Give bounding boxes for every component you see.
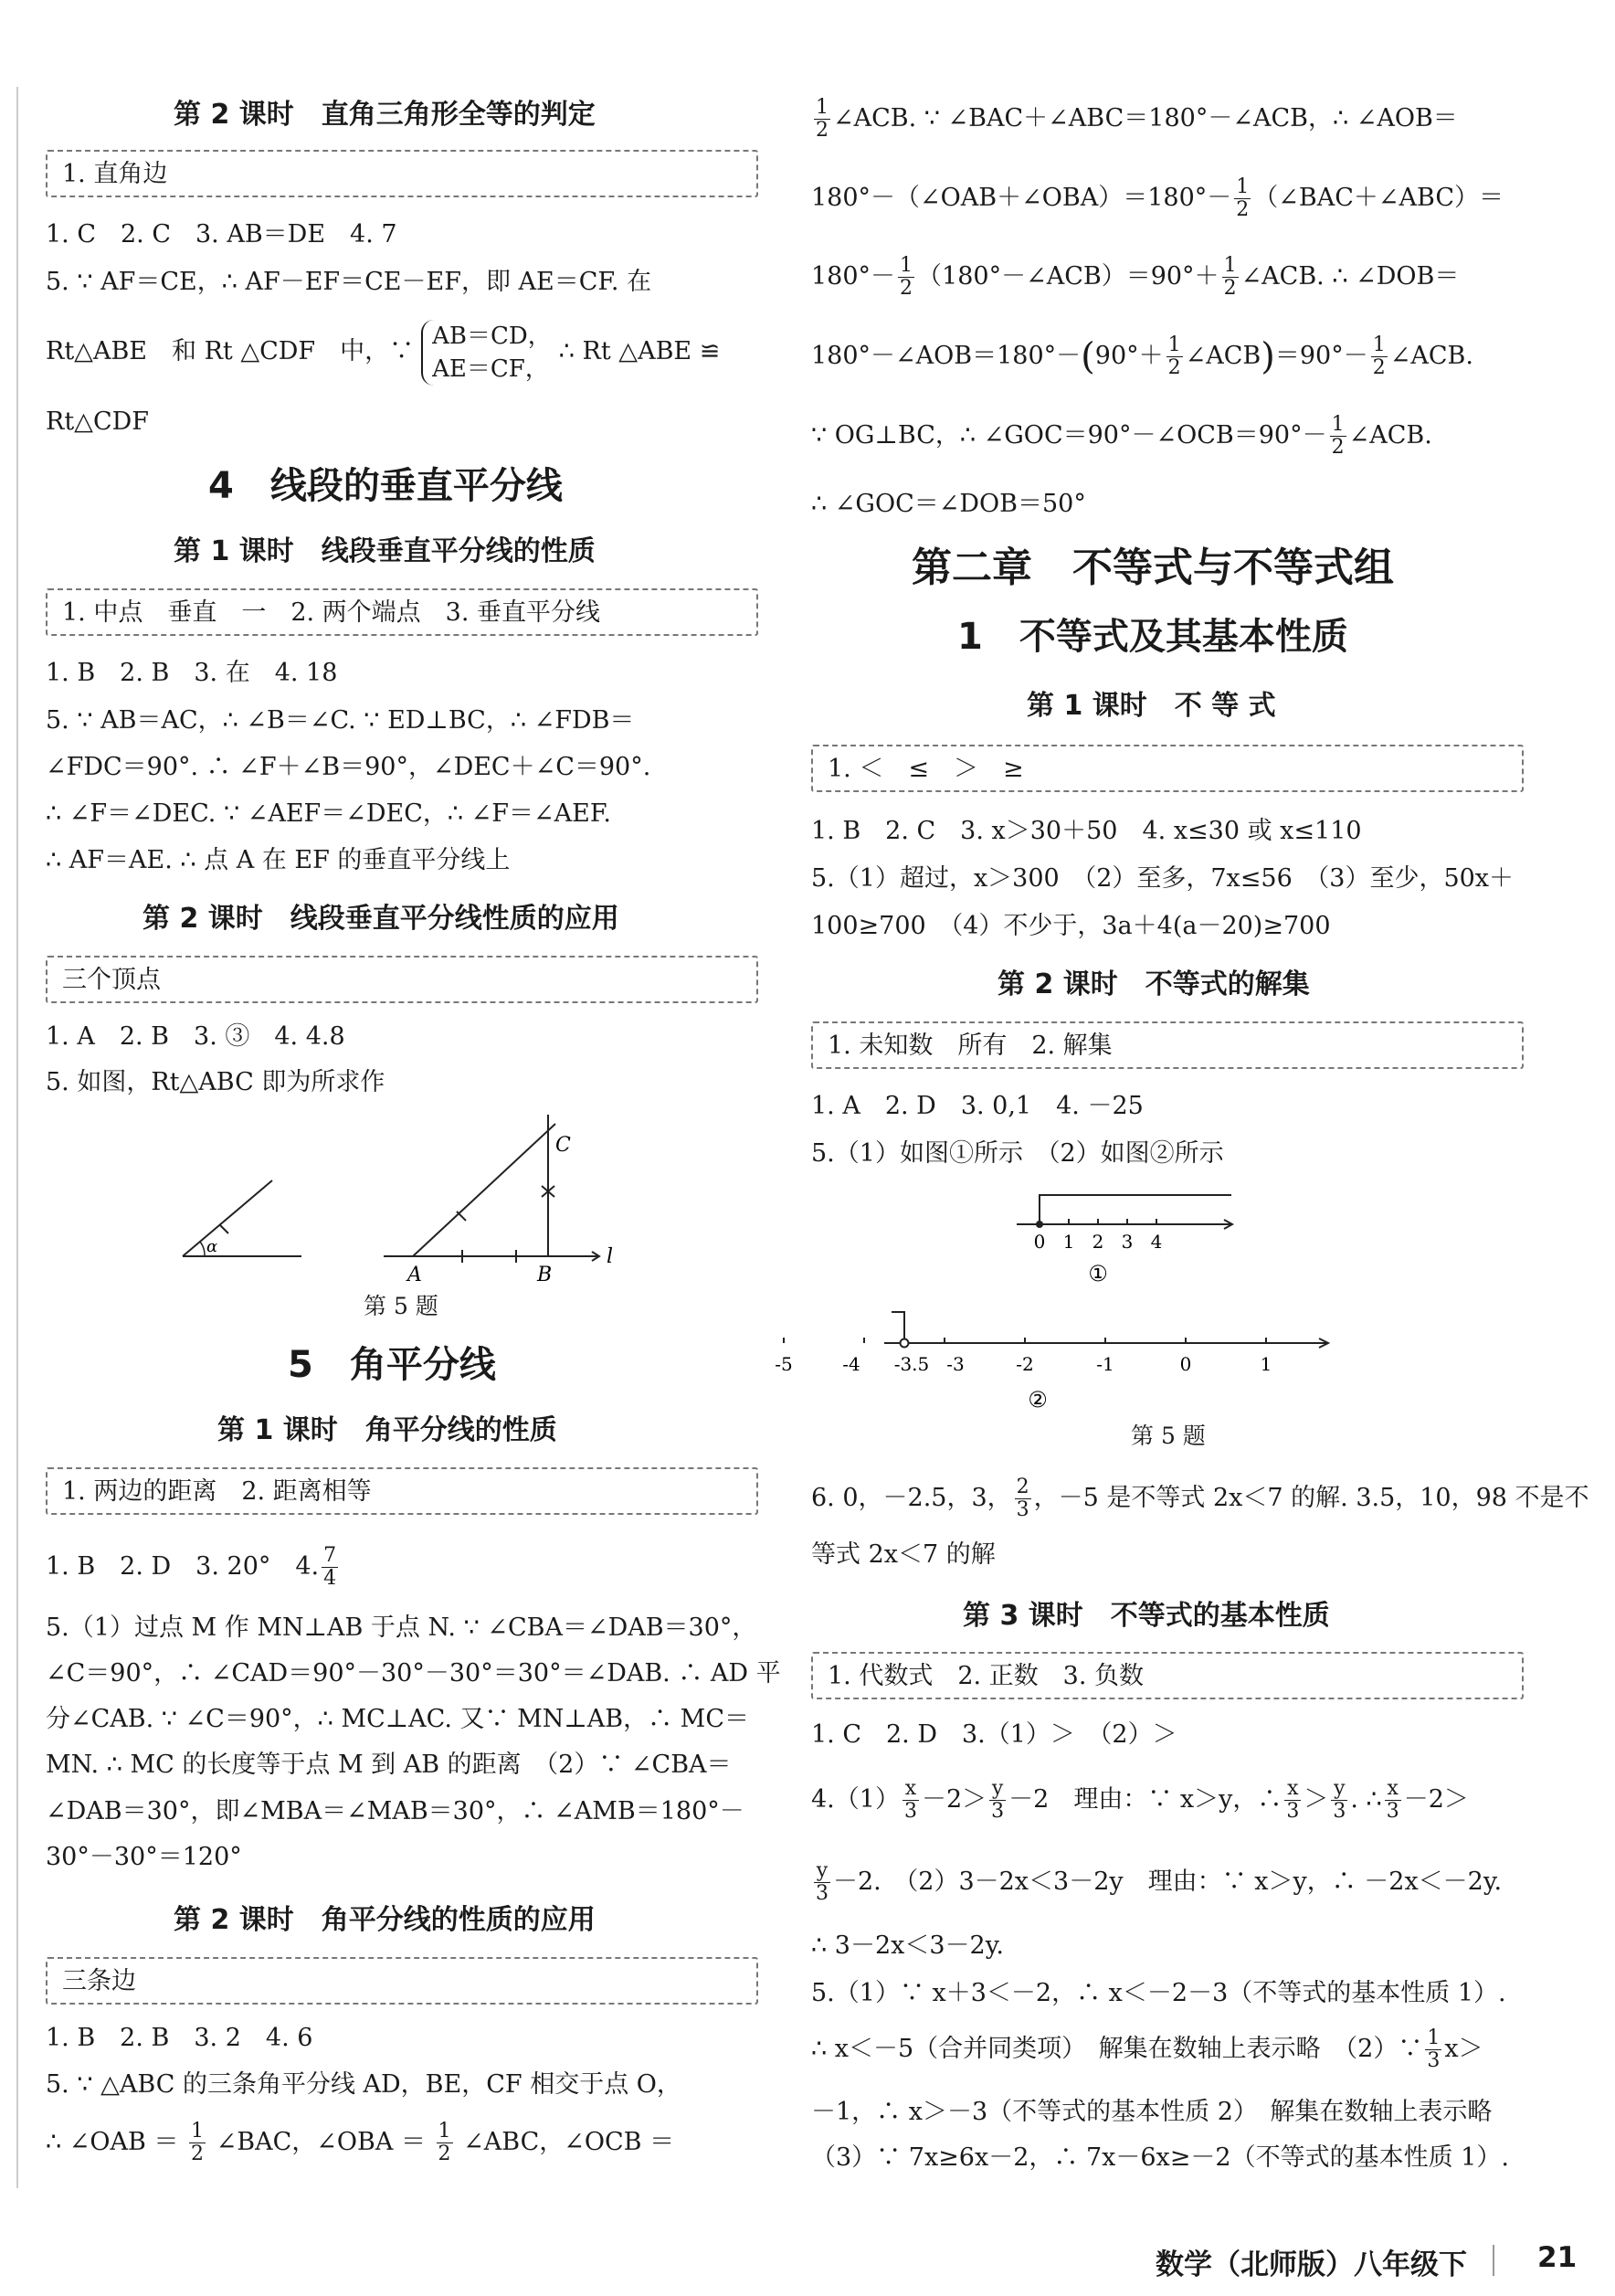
point-a-label: A [407, 1264, 422, 1286]
answer-line: 1. B 2. B 3. 在 4. 18 [46, 659, 338, 687]
footer-divider [1493, 2245, 1494, 2276]
answer-line: 1. A 2. B 3. ③ 4. 4.8 [46, 1022, 345, 1051]
fill-in-box: 三个顶点 [46, 956, 758, 1003]
answer-text: 6. 0，－2.5，3， [811, 1484, 1012, 1512]
fill-in-box: 1. 直角边 [46, 150, 758, 197]
answer-text: ∠ACB. [1348, 421, 1432, 450]
answer-text: Rt△ABE 和 Rt △CDF 中，∵ [46, 337, 415, 365]
answer-text: ∠ACB. ∵ ∠BAC＋∠ABC＝180°－∠ACB，∴ ∠AOB＝ [833, 104, 1458, 132]
answer-line: －1，∴ x＞－3（不等式的基本性质 2） 解集在数轴上表示略 [811, 2098, 1493, 2126]
answer-line: ∠DAB＝30°，即∠MBA＝∠MAB＝30°，∴ ∠AMB＝180°－ [46, 1797, 744, 1825]
fraction: $\frac{1}{2}$ [191, 2120, 205, 2165]
answer-line: 5.（1）过点 M 作 MN⊥AB 于点 N. ∵ ∠CBA＝∠DAB＝30°， [46, 1614, 757, 1642]
tick-label: 1 [1062, 1231, 1075, 1253]
answer-text: 180°－ [811, 262, 896, 291]
section-title: 1 不等式及其基本性质 [957, 616, 1348, 658]
answer-text: ∠ACB. [1389, 342, 1473, 370]
answer-line: 30°－30°＝120° [46, 1843, 242, 1871]
answer-line: 分∠CAB. ∵ ∠C＝90°，∴ MC⊥AC. 又∵ MN⊥AB，∴ MC＝ [46, 1705, 749, 1733]
answer-text: （∠BAC＋∠ABC）＝ [1253, 184, 1504, 212]
fraction: $\frac{1}{2}$ [1167, 333, 1181, 379]
answer-text: x＞ [1444, 2035, 1483, 2063]
answer-text: 90°＋ [1094, 342, 1164, 370]
hollow-dot [901, 1339, 909, 1348]
fraction: $\frac{y}{3}$ [1333, 1777, 1346, 1823]
answer-line [811, 245, 1459, 309]
answer-text: ∠ACB [1185, 342, 1261, 370]
answer-line: Rt△CDF [46, 407, 149, 436]
lesson-title: 第 2 课时 不等式的解集 [998, 968, 1310, 1000]
answer-line [811, 166, 1504, 230]
section-title: 4 线段的垂直平分线 [208, 465, 563, 507]
answer-text: －2. （2）3－2x＜3－2y 理由：∵ x＞y，∴ －2x＜－2y. [833, 1867, 1503, 1896]
answer-text: ，－5 是不等式 2x＜7 的解. 3.5，10，98 不是不 [1033, 1484, 1589, 1512]
answer-text: 1. B 2. D 3. 20° 4. [46, 1552, 320, 1581]
point-c-label: C [555, 1134, 571, 1157]
lesson-title: 第 1 课时 角平分线的性质 [217, 1414, 557, 1446]
answer-text: ∠ACB. ∴ ∠DOB＝ [1240, 262, 1460, 291]
fill-in-box: 1. 中点 垂直 一 2. 两个端点 3. 垂直平分线 [46, 588, 758, 636]
fraction: $\frac{x}{3}$ [903, 1777, 917, 1823]
figure-label: ① [1088, 1261, 1108, 1286]
figure-caption: 第 5 题 [1131, 1423, 1206, 1449]
answer-line [811, 1466, 1589, 1530]
triangle-construction-figure [174, 1106, 649, 1288]
answer-line [811, 1850, 1502, 1914]
answer-text: 180°－（∠OAB＋∠OBA）＝180°－ [811, 184, 1232, 212]
alpha-label: α [206, 1237, 218, 1256]
answer-line: 100≥700 （4）不少于，3a＋4(a－20)≥700 [811, 912, 1331, 940]
answer-line: 5.（1）超过，x＞300 （2）至多，7x≤56 （3）至少，50x＋ [811, 864, 1515, 893]
fraction: $\frac{2}{3}$ [1016, 1476, 1029, 1521]
fraction: $\frac{1}{2}$ [1236, 175, 1250, 221]
tick-label: -3 [946, 1353, 965, 1375]
tick-label: 1 [1260, 1353, 1272, 1375]
answer-line: 5.（1）如图①所示 （2）如图②所示 [811, 1139, 1224, 1168]
answer-line: 1. B 2. C 3. x＞30＋50 4. x≤30 或 x≤110 [811, 817, 1362, 845]
answer-line [811, 1768, 1469, 1832]
answer-line: 1. C 2. D 3.（1）＞ （2）＞ [811, 1720, 1177, 1749]
tick-label: 0 [1179, 1353, 1192, 1375]
solution-bracket [892, 1312, 904, 1339]
paren: ( [1081, 335, 1095, 378]
tick-label: 0 [1033, 1231, 1046, 1253]
tick-label: -5 [775, 1353, 793, 1375]
answer-text: 180°－∠AOB＝180°－ [811, 342, 1082, 370]
left-margin-rule [16, 87, 18, 2188]
fraction: $\frac{1}{2}$ [1331, 413, 1345, 459]
answer-line: 等式 2x＜7 的解 [811, 1540, 996, 1569]
answer-line [811, 404, 1432, 468]
answer-text: －2＞ [921, 1785, 987, 1814]
answer-line: 5. ∵ AB＝AC，∴ ∠B＝∠C. ∵ ED⊥BC，∴ ∠FDB＝ [46, 706, 635, 735]
lesson-title: 第 1 课时 不 等 式 [1027, 690, 1276, 722]
angle-ray-slanted [183, 1180, 272, 1256]
tick-mark [457, 1211, 466, 1221]
lesson-title: 第 2 课时 直角三角形全等的判定 [174, 99, 596, 131]
answer-line [46, 2111, 674, 2174]
tick-label: -4 [842, 1353, 860, 1375]
figure-label: ② [1028, 1387, 1048, 1413]
paren: ) [1261, 335, 1275, 378]
fraction: $\frac{x}{3}$ [1286, 1777, 1300, 1823]
page-number: 21 [1537, 2241, 1578, 2274]
number-line-1 [1012, 1179, 1286, 1288]
answer-line: ∠C＝90°，∴ ∠CAD＝90°－30°－30°＝30°＝∠DAB. ∴ AD 平 [46, 1659, 781, 1688]
tick-label: 2 [1092, 1231, 1104, 1253]
fraction: $\frac{1}{2}$ [816, 96, 829, 142]
fraction: $\frac{1}{2}$ [900, 254, 913, 300]
fraction: $\frac{1}{2}$ [438, 2120, 451, 2165]
fraction: $\frac{y}{3}$ [991, 1777, 1005, 1823]
answer-line: ∴ 3－2x＜3－2y. [811, 1931, 1004, 1960]
line-l-label: l [607, 1245, 614, 1268]
answer-text: ∴ Rt △ABE ≌ [558, 337, 721, 365]
tick-label: -1 [1096, 1353, 1114, 1375]
fraction: $\frac{x}{3}$ [1386, 1777, 1399, 1823]
answer-line [811, 87, 1458, 151]
answer-line: ∴ ∠F＝∠DEC. ∵ ∠AEF＝∠DEC，∴ ∠F＝∠AEF. [46, 799, 611, 828]
lesson-title: 第 1 课时 线段垂直平分线的性质 [174, 535, 596, 567]
answer-line: ∴ ∠GOC＝∠DOB＝50° [811, 490, 1086, 518]
fill-in-box: 1. 两边的距离 2. 距离相等 [46, 1467, 758, 1515]
answer-text: ∠BAC，∠OBA ＝ [216, 2128, 426, 2156]
figure-caption: 第 5 题 [364, 1293, 438, 1319]
fill-in-box: 三条边 [46, 1957, 758, 2005]
tick-label: -3.5 [893, 1353, 930, 1375]
fill-in-box: 1. 未知数 所有 2. 解集 [811, 1021, 1524, 1069]
book-title: 数学（北师版）八年级下 [1156, 2248, 1467, 2281]
answer-line: 5. 如图，Rt△ABC 即为所求作 [46, 1068, 385, 1096]
chapter-title: 第二章 不等式与不等式组 [912, 545, 1394, 591]
answer-line: ∠FDC＝90°. ∴ ∠F＋∠B＝90°，∠DEC＋∠C＝90°. [46, 753, 651, 781]
lesson-title: 第 3 课时 不等式的基本性质 [963, 1600, 1330, 1632]
answer-text: ＝90°－ [1274, 342, 1368, 370]
answer-text: ∠ABC，∠OCB ＝ [463, 2128, 675, 2156]
fraction: $\frac{1}{3}$ [1427, 2026, 1441, 2072]
answer-text: －2 理由：∵ x＞y，∴ [1008, 1785, 1282, 1814]
answer-text: ＞ [1304, 1785, 1329, 1814]
answer-line [811, 2017, 1483, 2081]
answer-line [46, 311, 720, 393]
tick-label: 4 [1150, 1231, 1163, 1253]
answer-text: ∴ x＜－5（合并同类项） 解集在数轴上表示略 （2）∵ [811, 2035, 1423, 2063]
answer-line: 1. B 2. B 3. 2 4. 6 [46, 2024, 313, 2052]
hypotenuse [413, 1124, 555, 1256]
fraction: $\frac{y}{3}$ [816, 1859, 829, 1905]
lesson-title: 第 2 课时 线段垂直平分线性质的应用 [142, 903, 619, 935]
number-line-2 [775, 1288, 1341, 1416]
answer-text: . ∴ [1350, 1785, 1382, 1814]
answer-line: MN. ∴ MC 的长度等于点 M 到 AB 的距离 （2）∵ ∠CBA＝ [46, 1751, 732, 1779]
fill-in-box: 1. 代数式 2. 正数 3. 负数 [811, 1652, 1524, 1699]
answer-line [46, 1535, 341, 1599]
answer-line: 5.（1）∵ x＋3＜－2，∴ x＜－2－3（不等式的基本性质 1）. [811, 1979, 1506, 2007]
fraction: $\frac{7}{4}$ [323, 1544, 337, 1590]
tick-label: -2 [1016, 1353, 1034, 1375]
answer-line: 1. A 2. D 3. 0,1 4. －25 [811, 1092, 1144, 1120]
fraction: $\frac{1}{2}$ [1372, 333, 1386, 379]
answer-text: ∴ ∠OAB ＝ [46, 2128, 179, 2156]
brace-system: AB＝CD， AE＝CF， [421, 320, 552, 386]
angle-arc [200, 1242, 205, 1256]
lesson-title: 第 2 课时 角平分线的性质的应用 [174, 1904, 596, 1936]
answer-line: （3）∵ 7x≥6x－2，∴ 7x－6x≥－2（不等式的基本性质 1）. [811, 2143, 1509, 2172]
answer-line: 1. C 2. C 3. AB＝DE 4. 7 [46, 220, 397, 249]
point-b-label: B [537, 1264, 553, 1286]
fill-in-box: 1. ＜ ≤ ＞ ≥ [811, 745, 1524, 792]
tick-mark [219, 1224, 228, 1233]
answer-text: －2＞ [1403, 1785, 1469, 1814]
answer-line [811, 324, 1473, 389]
answer-line: 5. ∵ △ABC 的三条角平分线 AD，BE，CF 相交于点 O， [46, 2070, 681, 2099]
tick-label: 3 [1121, 1231, 1134, 1253]
answer-line: ∴ AF＝AE. ∴ 点 A 在 EF 的垂直平分线上 [46, 846, 511, 874]
fraction: $\frac{1}{2}$ [1223, 254, 1237, 300]
section-title: 5 角平分线 [288, 1344, 496, 1386]
answer-text: （180°－∠ACB）＝90°＋ [917, 262, 1219, 291]
answer-line: 5. ∵ AF＝CE，∴ AF－EF＝CE－EF，即 AE＝CF. 在 [46, 268, 652, 296]
answer-text: 4.（1） [811, 1785, 900, 1814]
answer-text: ∵ OG⊥BC，∴ ∠GOC＝90°－∠OCB＝90°－ [811, 421, 1327, 450]
